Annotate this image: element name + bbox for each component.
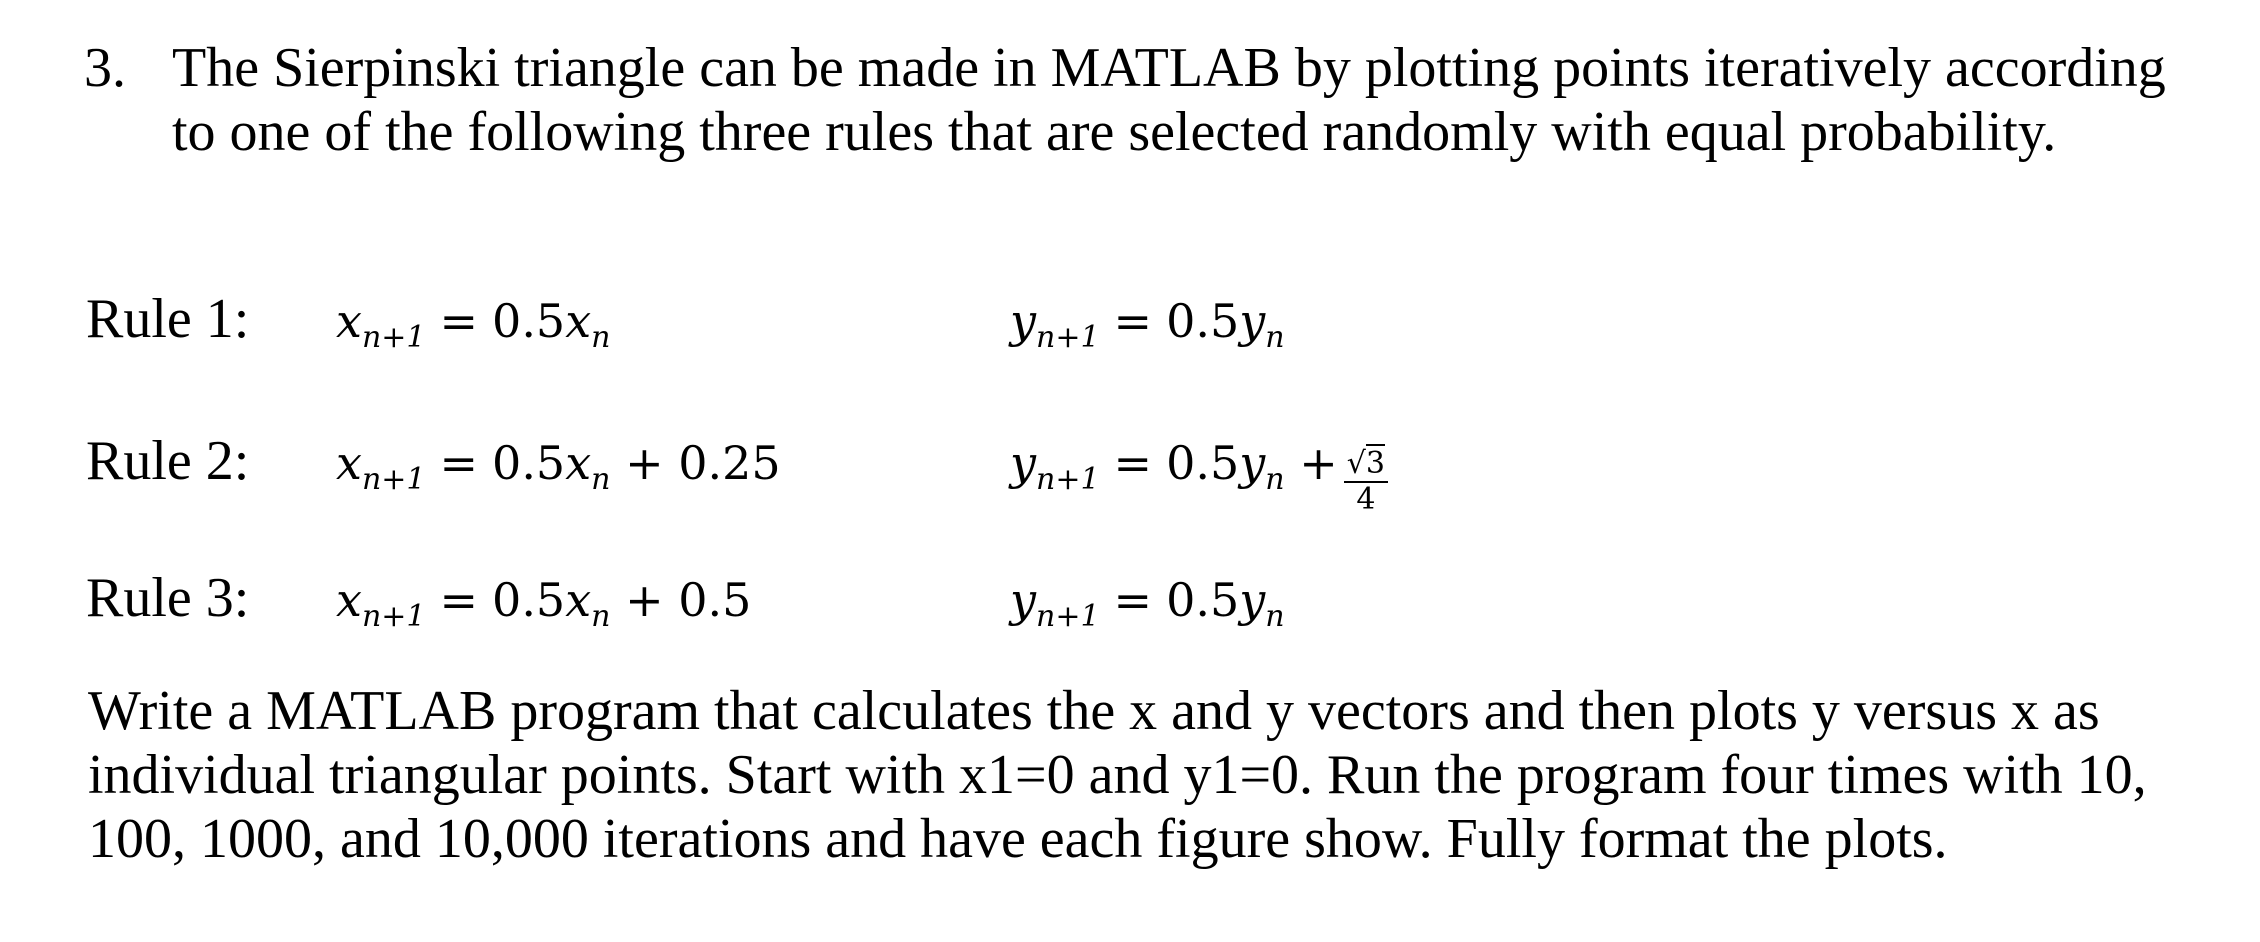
rule-1-y-rhs-sub: n — [1265, 320, 1285, 355]
rule-2-x-var: x — [336, 436, 362, 490]
question-line-1: The Sierpinski triangle can be made in MATLAB by plotting points iteratively according — [172, 37, 2166, 99]
rule-3-y-equation — [1010, 568, 1285, 632]
rule-2-y-rhs-var: y — [1239, 436, 1266, 490]
rule-3-x-equation — [336, 568, 751, 632]
rule-3-row — [86, 566, 2186, 646]
instructions-line-3: 100, 1000, and 10,000 iterations and have each figure show. Fully format the plots. — [88, 808, 1948, 870]
instructions-paragraph — [88, 679, 2188, 871]
rule-2-y-fraction — [1344, 447, 1388, 517]
rule-3-x-sub: n+1 — [361, 599, 426, 634]
rule-3-y-var: y — [1010, 573, 1036, 627]
rule-2-x-tail: + 0.25 — [625, 436, 781, 490]
rule-1-y-coef: 0.5 — [1166, 294, 1240, 348]
sqrt-sign-icon: √ — [1346, 446, 1366, 481]
question-line-2: to one of the following three rules that are selected randomly with equal probability. — [172, 101, 2057, 163]
instructions-line-1: Write a MATLAB program that calculates the x and y vectors and then plots y versus x as — [88, 680, 2100, 742]
rule-3-x-equals: = — [439, 573, 479, 627]
rule-2-row — [86, 429, 2186, 517]
rule-1-y-sub: n+1 — [1036, 320, 1100, 355]
rule-2-y-equation — [1010, 431, 1388, 517]
rule-2-x-rhs-var: x — [565, 436, 592, 490]
rule-2-y-var: y — [1010, 436, 1036, 490]
rule-2-y-coef: 0.5 — [1166, 436, 1240, 490]
rule-1-row — [86, 287, 2186, 367]
rule-1-x-equation — [336, 289, 610, 353]
rule-1-x-rhs-sub: n — [591, 320, 611, 355]
rule-3-y-rhs-sub: n — [1265, 599, 1285, 634]
rule-3-x-coef: 0.5 — [492, 573, 566, 627]
rule-2-y-fraction-root: 3 — [1365, 446, 1385, 481]
rule-3-x-rhs-var: x — [565, 573, 592, 627]
question-number: 3. — [84, 37, 126, 99]
rule-2-y-fraction-numerator — [1344, 447, 1388, 483]
rule-3-x-rhs-sub: n — [591, 599, 611, 634]
rule-3-y-rhs-var: y — [1239, 573, 1266, 627]
rule-1-x-equals: = — [439, 294, 479, 348]
rule-3-x-tail: + 0.5 — [625, 573, 752, 627]
rule-1-x-sub: n+1 — [361, 320, 426, 355]
rule-2-x-equation — [336, 431, 781, 495]
rule-2-x-rhs-sub: n — [591, 462, 611, 497]
rule-2-y-fraction-denominator: 4 — [1356, 482, 1376, 517]
rule-2-x-coef: 0.5 — [492, 436, 566, 490]
rule-3-label: Rule 3: — [86, 567, 250, 629]
rule-2-y-rhs-sub: n — [1265, 462, 1285, 497]
rule-2-y-plus: + — [1299, 436, 1338, 490]
rule-3-y-equals: = — [1113, 573, 1153, 627]
rule-1-label: Rule 1: — [86, 288, 250, 350]
rule-2-y-sub: n+1 — [1036, 462, 1100, 497]
rule-2-label: Rule 2: — [86, 430, 250, 492]
rule-1-y-equals: = — [1113, 294, 1153, 348]
rule-1-x-rhs-var: x — [565, 294, 592, 348]
rule-3-y-sub: n+1 — [1036, 599, 1100, 634]
instructions-line-2: individual triangular points. Start with x1=0 and y1=0. Run the program four times with 10, — [88, 744, 2147, 806]
rule-2-x-equals: = — [439, 436, 479, 490]
rule-1-y-equation — [1010, 289, 1285, 353]
rule-1-x-var: x — [336, 294, 362, 348]
rule-1-y-rhs-var: y — [1239, 294, 1266, 348]
rule-1-y-var: y — [1010, 294, 1036, 348]
rule-2-x-sub: n+1 — [361, 462, 426, 497]
rule-1-x-coef: 0.5 — [492, 294, 566, 348]
rule-3-y-coef: 0.5 — [1166, 573, 1240, 627]
question-heading — [84, 36, 2184, 164]
rule-2-y-equals: = — [1113, 436, 1153, 490]
rule-3-x-var: x — [336, 573, 362, 627]
